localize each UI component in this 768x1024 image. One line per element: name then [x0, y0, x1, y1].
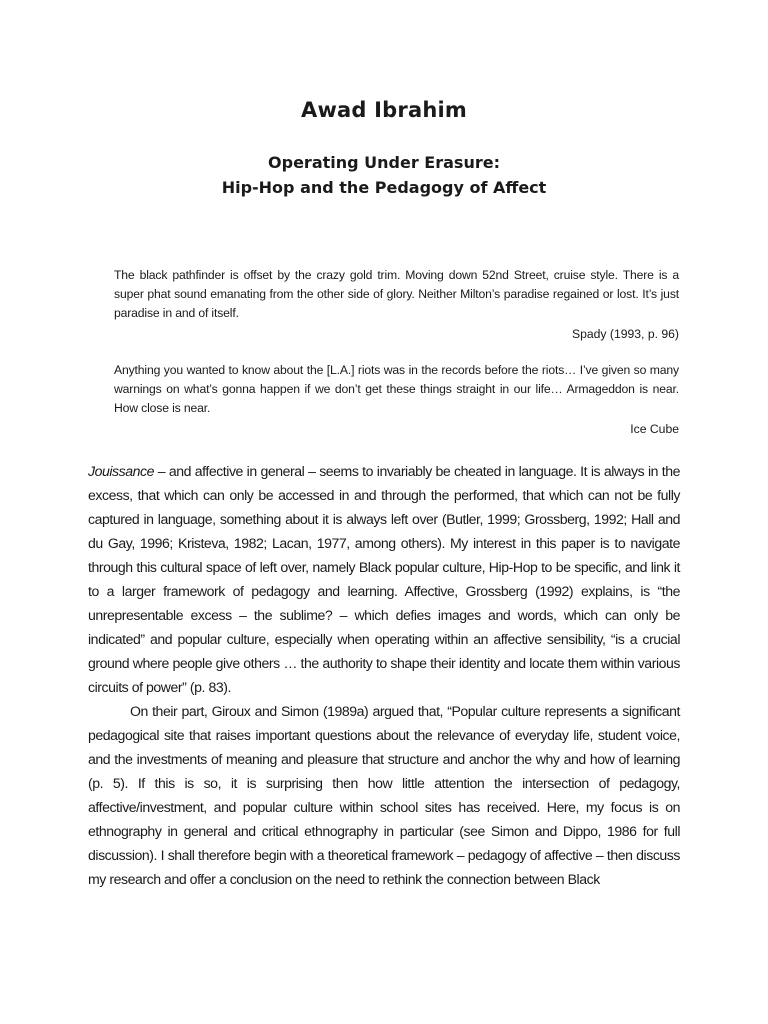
- paper-title-line-1: Operating Under Erasure:: [268, 153, 500, 172]
- paragraph-1-text: – and affective in general – seems to invariably be cheated in language. It is always in the excess, that which can only be accessed in and through the performed, that which can not be fully captured in language, something about it is always left over (Butler, 1999; Grossberg, 1992; Hall and du Gay, 1996; Kristeva, 1982; Lacan, 1977, among others). My interest in this paper is to navigate through this cultural space of left over, namely Black popular culture, Hip-Hop to be specific, and link it to a larger framework of pedagogy and learning. Affective, Grossberg (1992) explains, is “the unrepresentable excess – the sublime? – which defies images and words, which can only be indicated” and popular culture, especially when operating within an affective sensibility, “is a crucial ground where people give others … the authority to shape their identity and locate them within various circuits of power” (p. 83).: [88, 463, 680, 695]
- epigraphs: [114, 266, 679, 439]
- epigraph-1: [114, 266, 679, 344]
- jouissance-term: Jouissance: [88, 463, 155, 479]
- paragraph-1: [88, 459, 680, 699]
- paper-title-line-2: Hip-Hop and the Pedagogy of Affect: [221, 178, 547, 197]
- paragraph-2: On their part, Giroux and Simon (1989a) argued that, “Popular culture represents a significant pedagogical site that raises important questions about the relevance of everyday life, student voice, and the investments of meaning and pleasure that structure and anchor the why and how of learning (p. 5). If this is so, it is surprising then how little attention the intersection of pedagogy, affective/investment, and popular culture within school sites has received. Here, my focus is on ethnography in general and critical ethnography in particular (see Simon and Dippo, 1986 for full discussion). I shall therefore begin with a theoretical framework – pedagogy of affective – then discuss my research and offer a conclusion on the need to rethink the connection between Black: [88, 703, 680, 887]
- epigraph-1-quote: The black pathfinder is offset by the crazy gold trim. Moving down 52nd Street, cruise style. There is a super phat sound emanating from the other side of glory. Neither Milton’s paradise regained or lost. It’s just paradise in and of itself.: [114, 268, 679, 320]
- paper-title: [0, 150, 768, 200]
- epigraph-2-attribution: Ice Cube: [630, 422, 679, 436]
- author-name: Awad Ibrahim: [301, 98, 467, 122]
- epigraph-2-quote: Anything you wanted to know about the [L.A.] riots was in the records before the riots… I’ve given so many warnings on what’s gonna happen if we don’t get these things straight in our life… Armageddon is near. How close is near.: [114, 363, 679, 415]
- epigraph-2: [114, 361, 679, 439]
- body-text: [88, 459, 680, 891]
- epigraph-1-attribution: Spady (1993, p. 96): [571, 327, 679, 341]
